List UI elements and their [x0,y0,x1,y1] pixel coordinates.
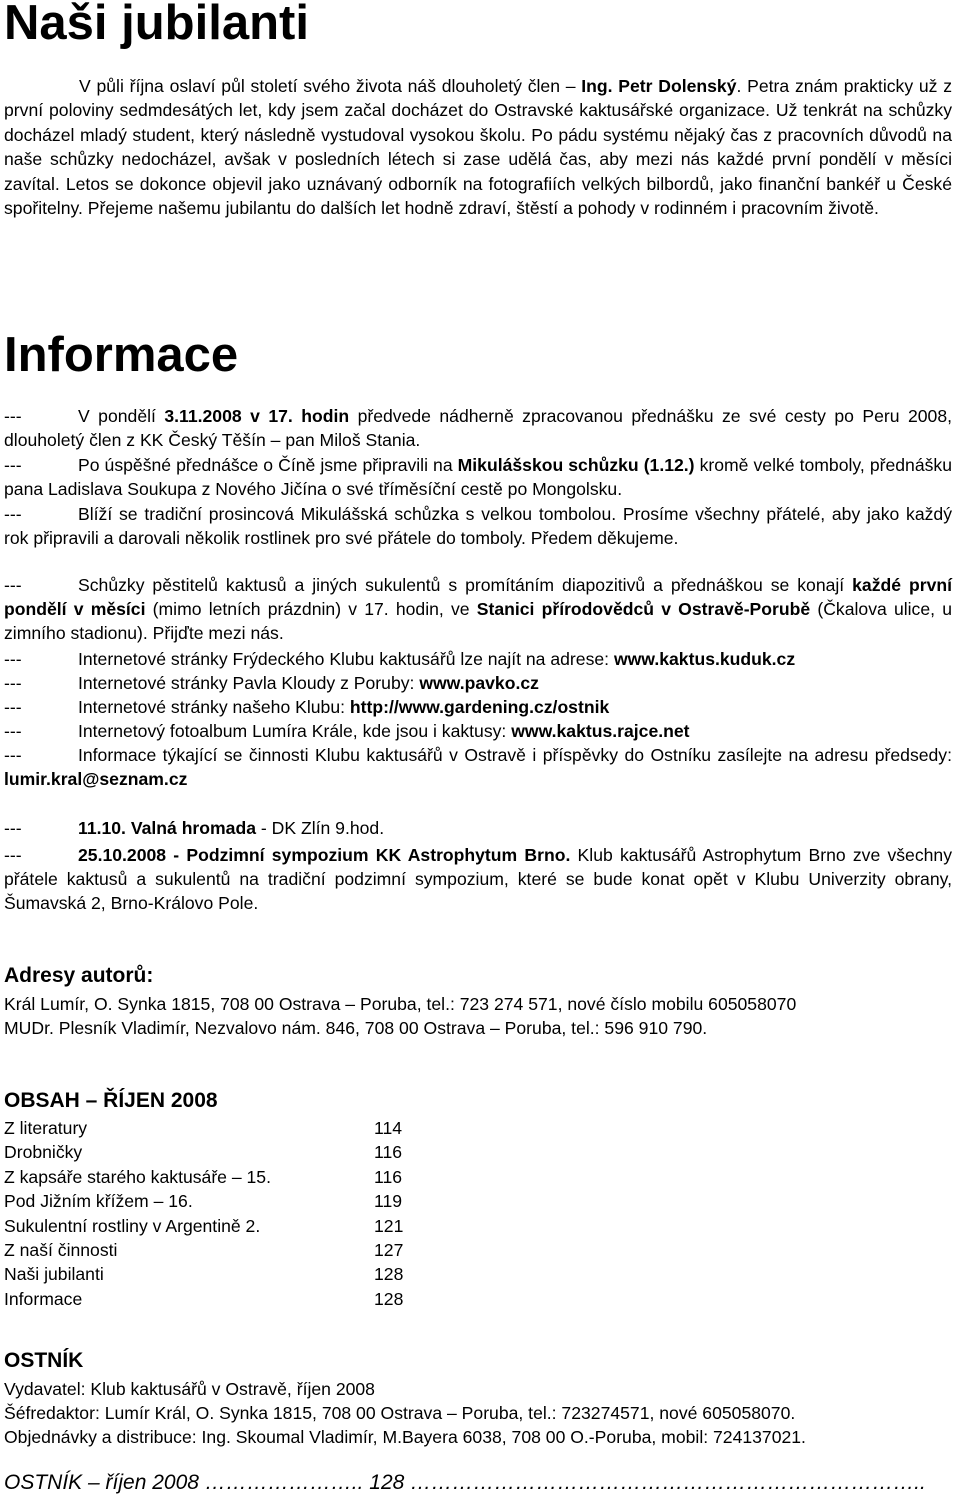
toc-title: Pod Jižním křížem – 16. [4,1191,193,1212]
distribution-line: Objednávky a distribuce: Ing. Skoumal Vladimír, M.Bayera 6038, 708 00 O.-Poruba, mobil: 724137021. [4,1427,806,1447]
info-bold: 25.10.2008 - Podzimní sympozium KK Astrophytum Brno. [78,845,571,865]
toc-page: 128 [374,1288,404,1309]
info-text: (mimo letních prázdnin) v 17. hodin, ve [145,599,477,620]
toc-page: 114 [374,1118,403,1138]
info-item-1 [4,404,952,452]
info-dash: --- [4,673,22,693]
info-item-4 [4,573,952,646]
info-text: V pondělí [78,406,165,426]
toc-row[interactable] [4,1140,403,1164]
toc-page: 116 [374,1166,403,1187]
info-text: Klub kaktusářů Astrophytum Brno zve všechny přátele kaktusů a sukulentů na tradiční podzimní sympozium, které se bude konat opět v Klubu Univerzity obrany, Šumavská 2, Brno-Královo Pole. [4,845,952,914]
info-bold: Mikulášskou schůzku (1.12.) [457,455,695,475]
toc-row[interactable] [4,1116,403,1140]
info-dash: --- [4,575,22,595]
info-text: Internetový fotoalbum Lumíra Krále, kde jsou i kaktusy: [78,721,512,741]
info-bold: 11.10. Valná hromada [78,818,256,838]
section-title-ostnik: OSTNÍK [4,1349,84,1372]
toc-page: 119 [374,1191,403,1212]
link-gardening[interactable]: http://www.gardening.cz/ostnik [349,697,610,717]
toc-row[interactable] [4,1287,403,1311]
link-kuduk[interactable]: www.kaktus.kuduk.cz [613,649,796,669]
toc-row[interactable] [4,1165,403,1189]
info-text: Internetové stránky Pavla Kloudy z Poruby: [78,673,420,693]
info-item-6 [4,671,952,695]
toc-page: 128 [374,1264,404,1285]
toc-row[interactable] [4,1238,403,1262]
address-line-2: MUDr. Plesník Vladimír, Nezvalovo nám. 846, 708 00 Ostrava – Poruba, tel.: 596 910 790. [4,1018,708,1038]
info-dash: --- [4,504,22,524]
section-title-obsah: OBSAH – ŘÍJEN 2008 [4,1089,218,1112]
toc-title: Naši jubilanti [4,1264,104,1285]
page-footer: OSTNÍK – říjen 2008 ………………….. 128 ……………………………………………………………….. [4,1471,926,1494]
address-line-1: Král Lumír, O. Synka 1815, 708 00 Ostrava – Poruba, tel.: 723 274 571, nové číslo mobilu 605058070 [4,994,797,1014]
section-title-jubilanti: Naši jubilanti [4,0,309,50]
info-dash: --- [4,455,22,475]
jubilant-name: Ing. Petr Dolenský [581,76,737,96]
info-item-9 [4,743,952,791]
info-text: (Čkalova ulice, u zimního stadionu). Přijďte mezi nás. [4,599,952,644]
jubilanti-paragraph [4,74,952,220]
toc-title: Z literatury [4,1118,88,1138]
email-link[interactable]: lumir.kral@seznam.cz [4,769,188,790]
info-dash: --- [4,406,22,426]
toc-title: Z naší činnosti [4,1240,118,1261]
toc-row[interactable] [4,1214,403,1238]
info-text: - DK Zlín 9.hod. [256,818,385,838]
toc-title: Informace [4,1288,83,1309]
info-text: Po úspěšné přednášce o Číně jsme připravili na [78,455,458,475]
toc-page: 121 [374,1215,404,1236]
link-pavko[interactable]: www.pavko.cz [419,673,539,693]
jubilanti-text-2: . Petra znám prakticky už z první poloviny sedmdesátých let, kdy jsem začal docházet do Ostravské kaktusářské organizace. Už tenkrát na schůzky docházel mladý student, který následně vystudoval vysokou školu. Po pádu systému nějaký čas z pracovních důvodů na naše schůzky nedocházel, avšak v posledních létech si zase udělá čas, aby mezi nás každé první pondělí v měsíci zavítal. Letos se dokonce objevil jako uznávaný odborník na fotografiích velkých bilbordů, jako finanční bankéř u České spořitelny. Přejeme našemu jubilantu do dalších let hodně zdraví, štěstí a pohody v rodinném i pracovním životě. [4,76,952,219]
info-text: kromě velké tomboly, přednášku pana Ladislava Soukupa z Nového Jičína o své tříměsíční cestě po Mongolsku. [4,455,952,500]
info-bold: Stanici přírodovědců v Ostravě-Porubě [476,599,811,620]
info-dash: --- [4,721,22,741]
toc-title: Drobničky [4,1142,83,1163]
link-rajce[interactable]: www.kaktus.rajce.net [511,721,690,741]
toc-row[interactable] [4,1262,403,1286]
info-item-2 [4,453,952,501]
info-text: Blíží se tradiční prosincová Mikulášská schůzka s velkou tombolou. Prosíme všechny přátelé, aby jako každý rok připravili a darovali několik rostlinek pro své přátele do tomboly. Předem děkujeme. [4,504,952,549]
info-item-11 [4,843,952,916]
toc-page: 127 [374,1240,404,1261]
publisher-line: Vydavatel: Klub kaktusářů v Ostravě, říjen 2008 [4,1379,375,1399]
info-text: předvede nádherně zpracovanou přednášku ze své cesty po Peru 2008, dlouholetý člen z KK Český Těšín – pan Miloš Stania. [4,406,952,451]
info-text: Informace týkající se činnosti Klubu kaktusářů v Ostravě i příspěvky do Ostníku zasílejte na adresu předsedy: [78,745,952,765]
section-title-informace: Informace [4,328,239,382]
editor-line: Šéfredaktor: Lumír Král, O. Synka 1815, 708 00 Ostrava – Poruba, tel.: 723274571, nové 605058070. [4,1403,796,1423]
info-item-5 [4,647,952,671]
info-dash: --- [4,818,22,838]
info-bold: každé první pondělí v měsíci [4,575,952,620]
section-title-adresy: Adresy autorů: [4,964,154,987]
info-dash: --- [4,845,22,865]
info-item-7 [4,695,952,719]
toc-page: 116 [374,1142,403,1163]
info-text: Internetové stránky Frýdeckého Klubu kaktusářů lze najít na adrese: [78,649,614,669]
toc-title: Z kapsáře starého kaktusáře – 15. [4,1166,271,1187]
info-bold: 3.11.2008 v 17. hodin [164,406,350,426]
jubilanti-text-1: V půli října oslaví půl století svého života náš dlouholetý člen – [79,76,582,96]
info-dash: --- [4,745,22,765]
toc-title: Sukulentní rostliny v Argentině 2. [4,1215,261,1236]
table-of-contents [4,1116,403,1311]
info-text: Schůzky pěstitelů kaktusů a jiných sukulentů s promítáním diapozitivů a přednáškou se konají [78,575,853,595]
info-dash: --- [4,649,22,669]
info-item-8 [4,719,952,743]
info-dash: --- [4,697,22,717]
info-item-10 [4,816,952,840]
info-text: Internetové stránky našeho Klubu: [78,697,350,717]
toc-row[interactable] [4,1189,403,1213]
info-item-3 [4,502,952,550]
